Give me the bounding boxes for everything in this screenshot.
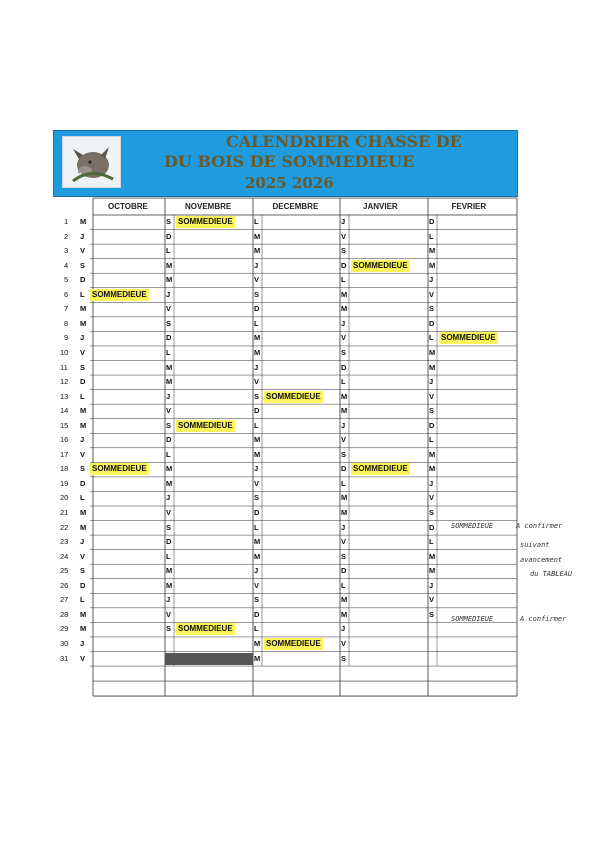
- weekday-letter-nov: J: [166, 391, 171, 401]
- weekday-letter-dec: M: [254, 435, 261, 445]
- weekday-letter-nov: D: [166, 231, 172, 241]
- day-number: 16: [60, 435, 69, 445]
- weekday-letter-oct: M: [80, 624, 87, 634]
- weekday-letter-dec: S: [254, 289, 260, 299]
- weekday-letter-feb: M: [429, 464, 436, 474]
- hunt-day-label: SOMMEDIEUE: [266, 638, 321, 648]
- hunt-day-label: SOMMEDIEUE: [266, 391, 321, 401]
- weekday-letter-feb: S: [429, 609, 435, 619]
- weekday-letter-jan: D: [341, 260, 347, 270]
- handwritten-note-feb22-1: A confirmer: [516, 522, 563, 530]
- weekday-letter-nov: S: [166, 420, 172, 430]
- month-header-fevrier: FEVRIER: [451, 202, 487, 211]
- weekday-letter-oct: M: [80, 609, 87, 619]
- weekday-letter-oct: M: [80, 304, 87, 314]
- weekday-letter-dec: M: [254, 231, 261, 241]
- day-number: 12: [60, 377, 69, 387]
- handwritten-label-feb28: SOMMEDIEUE: [451, 615, 494, 623]
- weekday-letter-dec: L: [254, 522, 259, 532]
- weekday-letter-oct: S: [80, 260, 86, 270]
- hunt-day-label: SOMMEDIEUE: [353, 260, 408, 270]
- weekday-letter-nov: D: [166, 333, 172, 343]
- weekday-letter-oct: J: [80, 537, 85, 547]
- title-season: 2025 2026: [245, 174, 334, 192]
- weekday-letter-oct: J: [80, 638, 85, 648]
- day-number: 29: [60, 624, 69, 634]
- weekday-letter-jan: L: [341, 478, 346, 488]
- day-number: 27: [60, 595, 69, 605]
- day-number: 10: [60, 347, 69, 357]
- weekday-letter-dec: D: [254, 406, 260, 416]
- day-number: 13: [60, 391, 69, 401]
- weekday-letter-jan: J: [341, 420, 346, 430]
- weekday-letter-nov: L: [166, 551, 171, 561]
- weekday-letter-jan: M: [341, 406, 348, 416]
- weekday-letter-nov: V: [166, 304, 172, 314]
- day-number: 3: [64, 246, 69, 256]
- weekday-letter-feb: L: [429, 333, 434, 343]
- weekday-letter-jan: S: [341, 449, 347, 459]
- weekday-letter-feb: L: [429, 231, 434, 241]
- weekday-letter-dec: S: [254, 493, 260, 503]
- weekday-letter-nov: M: [166, 377, 173, 387]
- month-header-decembre: DECEMBRE: [272, 202, 319, 211]
- weekday-letter-dec: D: [254, 304, 260, 314]
- weekday-letter-nov: S: [166, 624, 172, 634]
- weekday-letter-jan: M: [341, 609, 348, 619]
- weekday-letter-jan: J: [341, 624, 346, 634]
- weekday-letter-jan: M: [341, 391, 348, 401]
- weekday-letter-feb: V: [429, 289, 435, 299]
- weekday-letter-feb: J: [429, 275, 434, 285]
- weekday-letter-feb: J: [429, 580, 434, 590]
- weekday-letter-nov: V: [166, 508, 172, 517]
- weekday-letter-feb: D: [429, 522, 435, 532]
- weekday-letter-feb: D: [429, 318, 435, 328]
- weekday-letter-dec: M: [254, 537, 261, 547]
- handwritten-note-feb22-3: avancement: [520, 556, 563, 564]
- weekday-letter-jan: J: [341, 217, 346, 226]
- day-number: 31: [60, 653, 69, 663]
- weekday-letter-dec: V: [254, 580, 260, 590]
- weekday-letter-dec: J: [254, 566, 259, 576]
- day-number: 24: [60, 551, 69, 561]
- hunt-day-label: SOMMEDIEUE: [178, 624, 233, 634]
- weekday-letter-jan: S: [341, 551, 347, 561]
- weekday-letter-dec: V: [254, 275, 260, 285]
- weekday-letter-feb: S: [429, 406, 435, 416]
- weekday-letter-dec: M: [254, 449, 261, 459]
- weekday-letter-nov: M: [166, 464, 173, 474]
- weekday-letter-jan: L: [341, 275, 346, 285]
- weekday-letter-jan: S: [341, 246, 347, 256]
- weekday-letter-nov: M: [166, 478, 173, 488]
- weekday-letter-dec: M: [254, 653, 261, 663]
- weekday-letter-feb: S: [429, 304, 435, 314]
- weekday-letter-dec: M: [254, 246, 261, 256]
- weekday-letter-feb: M: [429, 566, 436, 576]
- title-line-2: DU BOIS DE SOMMEDIEUE: [164, 152, 415, 171]
- weekday-letter-feb: L: [429, 537, 434, 547]
- day-number: 22: [60, 522, 69, 532]
- weekday-letter-dec: S: [254, 391, 260, 401]
- weekday-letter-jan: S: [341, 347, 347, 357]
- hunt-day-label: SOMMEDIEUE: [441, 333, 496, 343]
- weekday-letter-oct: J: [80, 333, 85, 343]
- day-number: 14: [60, 406, 69, 416]
- weekday-letter-dec: J: [254, 362, 259, 372]
- weekday-letter-jan: V: [341, 231, 347, 241]
- weekday-letter-oct: D: [80, 580, 86, 590]
- weekday-letter-oct: M: [80, 318, 87, 328]
- weekday-letter-oct: D: [80, 377, 86, 387]
- day-number: 1: [64, 217, 69, 226]
- day-number: 5: [64, 275, 69, 285]
- weekday-letter-jan: D: [341, 464, 347, 474]
- weekday-letter-nov: M: [166, 362, 173, 372]
- weekday-letter-jan: M: [341, 595, 348, 605]
- weekday-letter-feb: V: [429, 595, 435, 605]
- weekday-letter-nov: M: [166, 260, 173, 270]
- day-number: 4: [64, 260, 69, 270]
- weekday-letter-feb: J: [429, 478, 434, 488]
- weekday-letter-oct: S: [80, 464, 86, 474]
- day-number: 26: [60, 580, 69, 590]
- day-number: 19: [60, 478, 69, 488]
- weekday-letter-nov: J: [166, 289, 171, 299]
- day-number: 7: [64, 304, 69, 314]
- month-header-octobre: OCTOBRE: [108, 202, 148, 211]
- weekday-letter-jan: L: [341, 377, 346, 387]
- weekday-letter-dec: S: [254, 595, 260, 605]
- weekday-letter-dec: M: [254, 333, 261, 343]
- weekday-letter-oct: L: [80, 391, 85, 401]
- weekday-letter-oct: M: [80, 420, 87, 430]
- weekday-letter-dec: M: [254, 347, 261, 357]
- day-number: 15: [60, 420, 69, 430]
- weekday-letter-feb: M: [429, 260, 436, 270]
- weekday-letter-dec: D: [254, 508, 260, 517]
- weekday-letter-oct: V: [80, 449, 86, 459]
- weekday-letter-nov: S: [166, 522, 172, 532]
- weekday-letter-jan: V: [341, 537, 347, 547]
- weekday-letter-oct: S: [80, 362, 86, 372]
- weekday-letter-feb: D: [429, 217, 435, 226]
- weekday-letter-oct: V: [80, 653, 86, 663]
- weekday-letter-dec: L: [254, 217, 259, 226]
- month-header-janvier: JANVIER: [363, 202, 398, 211]
- weekday-letter-dec: L: [254, 420, 259, 430]
- weekday-letter-oct: L: [80, 595, 85, 605]
- weekday-letter-dec: M: [254, 638, 261, 648]
- day-number: 17: [60, 449, 69, 459]
- weekday-letter-oct: L: [80, 289, 85, 299]
- weekday-letter-oct: J: [80, 435, 85, 445]
- weekday-letter-nov: L: [166, 449, 171, 459]
- weekday-letter-jan: V: [341, 333, 347, 343]
- weekday-letter-jan: M: [341, 289, 348, 299]
- weekday-letter-nov: J: [166, 595, 171, 605]
- handwritten-note-feb22-4: du TABLEAU: [530, 570, 573, 578]
- weekday-letter-jan: D: [341, 566, 347, 576]
- weekday-letter-dec: J: [254, 260, 259, 270]
- weekday-letter-oct: M: [80, 522, 87, 532]
- weekday-letter-nov: M: [166, 275, 173, 285]
- weekday-letter-feb: M: [429, 449, 436, 459]
- weekday-letter-feb: J: [429, 377, 434, 387]
- weekday-letter-jan: J: [341, 522, 346, 532]
- hunt-day-label: SOMMEDIEUE: [92, 289, 147, 299]
- weekday-letter-oct: V: [80, 246, 86, 256]
- weekday-letter-feb: S: [429, 508, 435, 517]
- day-number: 6: [64, 289, 69, 299]
- day-number: 25: [60, 566, 69, 576]
- weekday-letter-nov: S: [166, 318, 172, 328]
- weekday-letter-feb: M: [429, 551, 436, 561]
- handwritten-note-feb22-2: suivant: [520, 541, 550, 549]
- handwritten-note-feb28: A confirmer: [520, 615, 567, 623]
- weekday-letter-nov: V: [166, 609, 172, 619]
- hunt-day-label: SOMMEDIEUE: [178, 217, 233, 226]
- weekday-letter-oct: M: [80, 508, 87, 517]
- weekday-letter-dec: D: [254, 609, 260, 619]
- weekday-letter-jan: M: [341, 508, 348, 517]
- handwritten-label-feb22: SOMMEDIEUE: [451, 522, 494, 530]
- weekday-letter-nov: L: [166, 246, 171, 256]
- day-number: 21: [60, 508, 69, 517]
- day-number: 11: [60, 362, 68, 372]
- weekday-letter-dec: L: [254, 624, 259, 634]
- weekday-letter-nov: M: [166, 580, 173, 590]
- weekday-letter-oct: V: [80, 551, 86, 561]
- weekday-letter-oct: L: [80, 493, 85, 503]
- weekday-letter-feb: D: [429, 420, 435, 430]
- hunt-day-label: SOMMEDIEUE: [92, 464, 147, 474]
- weekday-letter-feb: V: [429, 493, 435, 503]
- weekday-letter-feb: L: [429, 435, 434, 445]
- weekday-letter-dec: J: [254, 464, 259, 474]
- weekday-letter-feb: V: [429, 391, 435, 401]
- day-number: 2: [64, 231, 69, 241]
- weekday-letter-jan: J: [341, 318, 346, 328]
- day-number: 28: [60, 609, 69, 619]
- weekday-letter-oct: M: [80, 217, 87, 226]
- hunt-day-label: SOMMEDIEUE: [353, 464, 408, 474]
- weekday-letter-oct: V: [80, 347, 86, 357]
- title-line-1: CALENDRIER CHASSE DE: [226, 132, 462, 151]
- weekday-letter-feb: M: [429, 246, 436, 256]
- weekday-letter-oct: D: [80, 478, 86, 488]
- day-number: 23: [60, 537, 69, 547]
- nov-31-blocked-cell: [165, 653, 253, 666]
- hunt-day-label: SOMMEDIEUE: [178, 420, 233, 430]
- weekday-letter-feb: M: [429, 362, 436, 372]
- weekday-letter-jan: V: [341, 638, 347, 648]
- weekday-letter-dec: L: [254, 318, 259, 328]
- weekday-letter-jan: D: [341, 362, 347, 372]
- weekday-letter-jan: L: [341, 580, 346, 590]
- weekday-letter-dec: M: [254, 551, 261, 561]
- weekday-letter-nov: D: [166, 435, 172, 445]
- weekday-letter-jan: M: [341, 493, 348, 503]
- weekday-letter-jan: S: [341, 653, 347, 663]
- weekday-letter-dec: V: [254, 377, 260, 387]
- weekday-letter-nov: M: [166, 566, 173, 576]
- weekday-letter-oct: J: [80, 231, 85, 241]
- weekday-letter-oct: M: [80, 406, 87, 416]
- weekday-letter-nov: L: [166, 347, 171, 357]
- weekday-letter-nov: S: [166, 217, 172, 226]
- month-header-novembre: NOVEMBRE: [185, 202, 232, 211]
- weekday-letter-nov: J: [166, 493, 171, 503]
- weekday-letter-jan: M: [341, 304, 348, 314]
- weekday-letter-oct: S: [80, 566, 86, 576]
- weekday-letter-dec: V: [254, 478, 260, 488]
- weekday-letter-feb: M: [429, 347, 436, 357]
- day-number: 20: [60, 493, 69, 503]
- day-number: 30: [60, 638, 69, 648]
- weekday-letter-nov: V: [166, 406, 172, 416]
- weekday-letter-oct: D: [80, 275, 86, 285]
- day-number: 8: [64, 318, 69, 328]
- day-number: 9: [64, 333, 69, 343]
- weekday-letter-nov: D: [166, 537, 172, 547]
- weekday-letter-jan: V: [341, 435, 347, 445]
- day-number: 18: [60, 464, 69, 474]
